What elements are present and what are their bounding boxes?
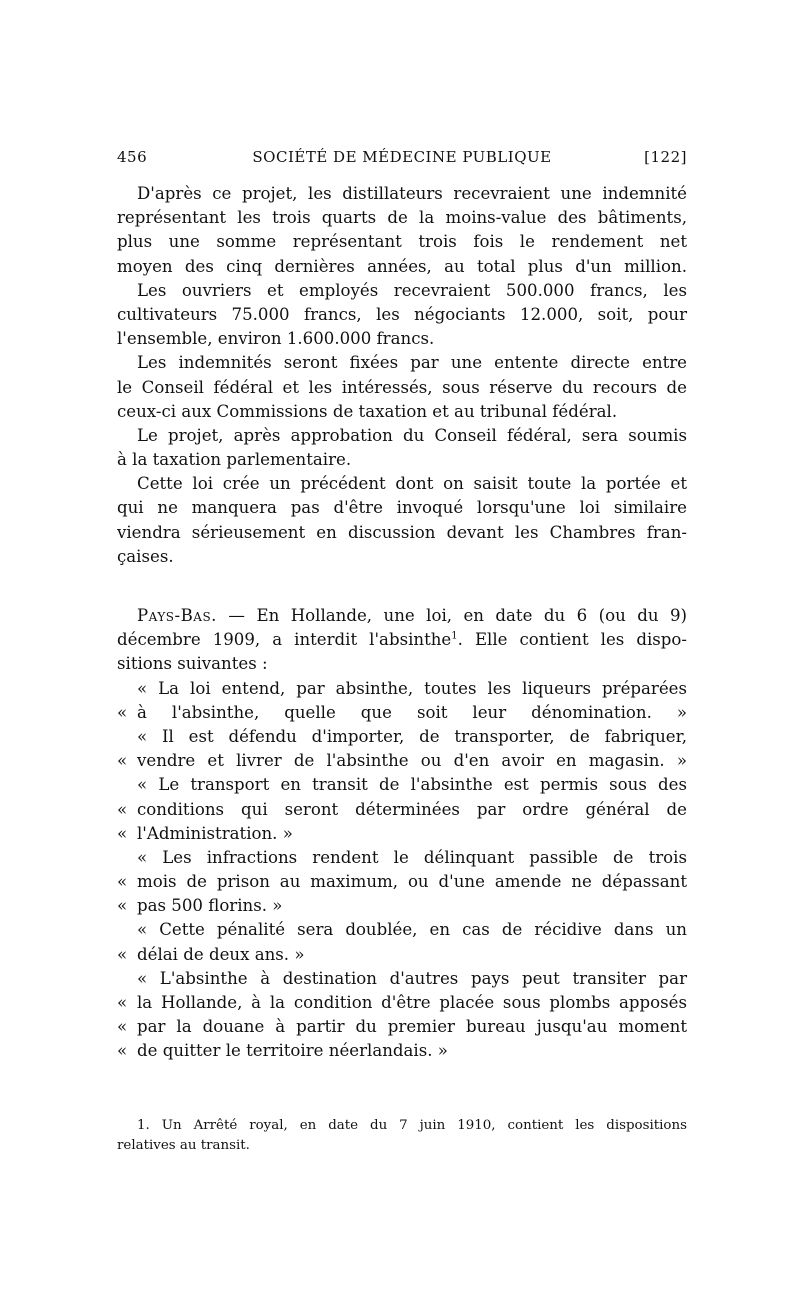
text-fragment: En Hollande, une loi, en date du 6 (ou du 9) [256, 606, 687, 625]
text-line: viendra sérieusement en discussion devant les Chambres fran- [117, 522, 687, 542]
text-line: Les indemnités seront fixées par une entente directe entre [137, 353, 687, 373]
quote-mark: « [117, 872, 128, 892]
text-fragment: décembre 1909, a interdit l'absinthe [117, 630, 452, 650]
footnote [117, 1116, 687, 1156]
quote-line [117, 991, 687, 1015]
quote-mark: « [117, 944, 128, 964]
section-suisse-text [117, 182, 687, 569]
quote-text: de quitter le territoire néerlandais. » [137, 1041, 448, 1061]
quote-line: « Cette pénalité sera doublée, en cas de récidive dans un [137, 920, 687, 940]
quote-text: la Hollande, à la condition d'être placée sous plombs apposés [137, 993, 687, 1012]
quote-mark: « [117, 751, 128, 771]
footnote-line: 1. Un Arrêté royal, en date du 7 juin 1910, contient les dispositions [137, 1118, 687, 1133]
quote-mark: « [117, 993, 128, 1012]
text-line: l'ensemble, environ 1.600.000 francs. [117, 329, 435, 349]
quote-mark: « [117, 823, 128, 843]
text-fragment: . Elle contient les dispo- [457, 630, 687, 650]
text-line: ceux-ci aux Commissions de taxation et au tribunal fédéral. [117, 401, 618, 421]
text-line: le Conseil fédéral et les intéressés, sous réserve du recours de [117, 377, 687, 397]
footnote-reference: 1 [451, 630, 458, 642]
quote-text: à l'absinthe, quelle que soit leur dénomination. » [137, 702, 687, 722]
text-line: çaises. [117, 546, 174, 566]
heading-dash: — [228, 606, 245, 625]
text-line: sitions suivantes : [117, 654, 268, 674]
quote-text: par la douane à partir du premier bureau jusqu'au moment [137, 1017, 687, 1037]
page-reference: [122] [644, 148, 687, 166]
page [117, 140, 687, 170]
quote-line [117, 1015, 687, 1039]
quote-text: vendre et livrer de l'absinthe ou d'en avoir en magasin. » [137, 751, 687, 771]
quote-text: conditions qui seront déterminées par ordre général de [137, 799, 687, 819]
text-line: plus une somme représentant trois fois le rendement net [117, 232, 687, 252]
quote-mark: « [117, 1041, 128, 1061]
quote-line: « La loi entend, par absinthe, toutes les liqueurs préparées [137, 678, 687, 698]
text-line: Les ouvriers et employés recevraient 500.000 francs, les [137, 280, 687, 300]
quote-line [117, 870, 687, 894]
text-line: qui ne manquera pas d'être invoqué lorsqu'une loi similaire [117, 498, 687, 518]
section-heading: Pays-Bas. [137, 606, 217, 625]
quote-text: pas 500 florins. » [137, 896, 283, 916]
quote-line: « L'absinthe à destination d'autres pays peut transiter par [137, 968, 687, 988]
quote-line [117, 894, 687, 918]
text-line: cultivateurs 75.000 francs, les négociants 12.000, soit, pour [117, 304, 687, 324]
quote-line: « Il est défendu d'importer, de transporter, de fabriquer, [137, 726, 687, 746]
running-title: SOCIÉTÉ DE MÉDECINE PUBLIQUE [252, 148, 552, 166]
running-header [117, 140, 687, 170]
quote-mark: « [117, 702, 128, 722]
text-line: D'après ce projet, les distillateurs recevraient une indemnité [137, 184, 687, 203]
quote-mark: « [117, 896, 128, 916]
section-pays-bas [117, 604, 687, 1064]
text-line: moyen des cinq dernières années, au total plus d'un million. [117, 256, 687, 276]
quote-line [117, 701, 687, 725]
section-heading-line [117, 604, 687, 628]
quote-line [117, 822, 687, 846]
quote-line [117, 749, 687, 773]
quote-text: l'Administration. » [137, 823, 293, 843]
quote-text: mois de prison au maximum, ou d'une amende ne dépassant [137, 872, 687, 892]
text-line: représentant les trois quarts de la moins-value des bâtiments, [117, 208, 687, 228]
quote-mark: « [117, 1017, 128, 1037]
quote-line: « Le transport en transit de l'absinthe est permis sous des [137, 775, 687, 795]
text-line: Cette loi crée un précédent dont on saisit toute la portée et [137, 474, 687, 494]
page-number: 456 [117, 148, 148, 166]
quote-mark: « [117, 799, 128, 819]
quote-line [117, 1039, 687, 1063]
text-line: à la taxation parlementaire. [117, 450, 352, 470]
quote-text: délai de deux ans. » [137, 944, 305, 964]
quote-line [117, 798, 687, 822]
footnote-line: relatives au transit. [117, 1138, 250, 1153]
text-line: Le projet, après approbation du Conseil fédéral, sera soumis [137, 425, 687, 445]
quote-line: « Les infractions rendent le délinquant passible de trois [137, 847, 687, 867]
text-line [117, 628, 687, 652]
quote-line [117, 943, 687, 967]
